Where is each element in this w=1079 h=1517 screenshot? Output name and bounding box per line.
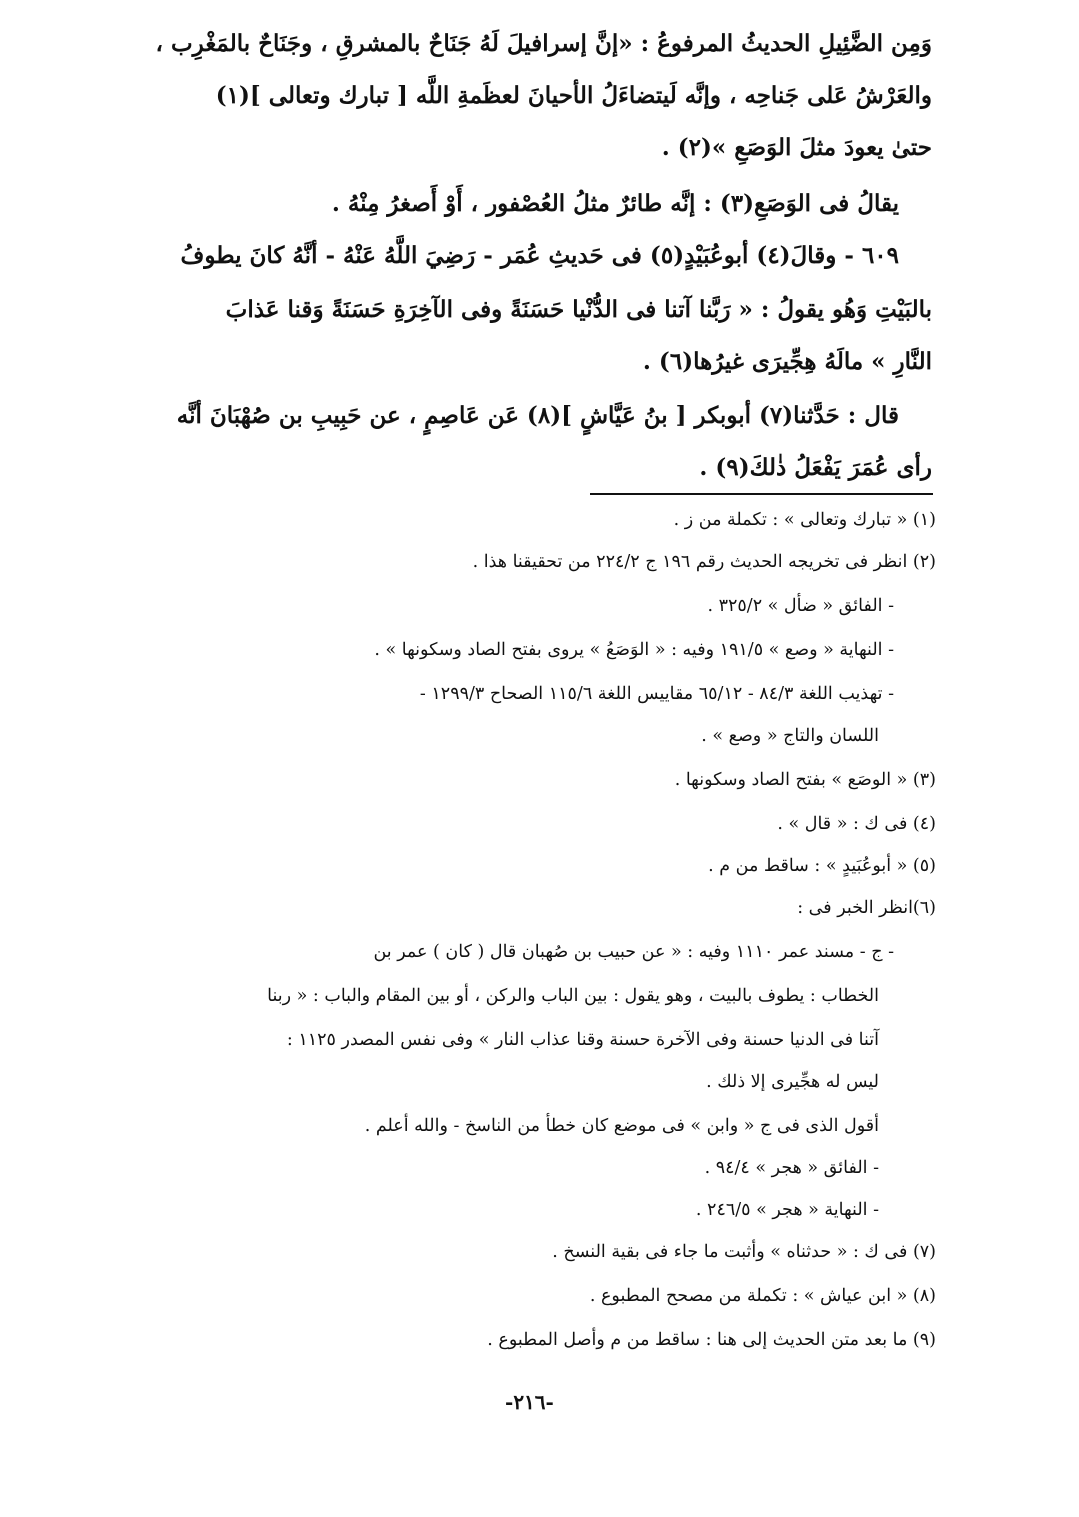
footnote-line: اللسان والتاج « وصع » . — [701, 726, 879, 746]
footnote-line: (٢) انظر فى تخريجه الحديث رقم ١٩٦ ج ٢٢٤/٢ من تحقيقنا هذا . — [472, 552, 936, 572]
main-line-5: ٦٠٩ - وقالَ(٤) أبوعُبَيْدٍ(٥) فى حَديثِ عُمَر - رَضِيَ اللَّهُ عَنْهُ - أنَّهُ كانَ يطوفُ — [180, 242, 899, 269]
footnote-line: آتنا فى الدنيا حسنة وفى الآخرة حسنة وقنا عذاب النار » وفى نفس المصدر ١١٢٥ : — [286, 1030, 879, 1050]
footnote-line: (٣) « الوصَع » بفتح الصاد وسكونها . — [674, 770, 936, 790]
footnote-line: - الفائق « ضأل » ٣٢٥/٢ . — [707, 596, 894, 616]
footnote-line: (٤) فى ك : « قال » . — [777, 814, 936, 834]
footnote-line: - النهاية « وصع » ١٩١/٥ وفيه : « الوَصَعُ » يروى بفتح الصاد وسكونها » . — [374, 640, 894, 660]
footnote-line: - تهذيب اللغة ٨٤/٣ - ٦٥/١٢ مقاييس اللغة ١١٥/٦ الصحاح ١٢٩٩/٣ - — [419, 684, 894, 704]
footnote-line: (٥) « أبوعُبَيدٍ » : ساقط من م . — [708, 856, 936, 876]
main-line-9: رأى عُمَرَ يَفْعَلُ ذٰلكَ(٩) . — [699, 454, 932, 481]
footnote-line: الخطاب : يطوف بالبيت ، وهو يقول : بين الباب والركن ، أو بين المقام والباب : « ربنا — [267, 986, 879, 1006]
main-line-6: بالبَيْتِ وَهُو يقولُ : « رَبَّنا آتنا فى الدُّنْيا حَسَنَةً وفى الآخِرَةِ حَسَنَةً وَقنا عَذابَ — [225, 296, 932, 323]
footnote-line: (١) « تبارك وتعالى » : تكملة من ز . — [673, 510, 936, 530]
footnote-line: أقول الذى فى ج « وابن » فى موضع كان خطأ من الناسخ - والله أعلم . — [364, 1116, 879, 1136]
footnote-line: - الفائق « هجر » ٩٤/٤ . — [704, 1158, 879, 1178]
main-line-1: وَمِن الضَّئِيلِ الحديثُ المرفوعُ : «إنَّ إسرافيلَ لَهُ جَنَاحٌ بالمشرقِ ، وجَنَاحٌ بالمَغْرِب ، — [155, 30, 932, 57]
footnote-line: (٩) ما بعد متن الحديث إلى هنا : ساقط من م وأصل المطبوع . — [487, 1330, 936, 1350]
footnote-line: ليس له هجِّيرى إلا ذلك . — [706, 1072, 879, 1092]
main-line-2: والعَرْشُ عَلى جَناحِه ، وإنَّه لَيتضاءَلُ الأحيانَ لعظَمةِ اللَّه [ تبارك وتعالى ](١) — [215, 82, 932, 109]
main-line-4: يقالُ فى الوَصَعِ(٣) : إنَّه طائرٌ مثلُ العُصْفور ، أَوْ أَصغرُ مِنْهُ . — [331, 190, 899, 217]
page-number: -٢١٦- — [505, 1390, 554, 1414]
footnote-line: (٦)انظر الخبر فى : — [797, 898, 936, 918]
footnote-line: - ج - مسند عمر ١١١٠ وفيه : « عن حبيب بن صُهبان قال ( كان ) عمر بن — [373, 942, 894, 962]
footnote-separator — [590, 493, 933, 495]
main-line-8: قال : حَدَّثنا(٧) أبوبكر [ بنُ عَيَّاشٍ ](٨) عَن عَاصِمٍ ، عن حَبِيبِ بن صُهْبَانَ أنَّه — [176, 402, 899, 429]
footnote-line: (٧) فى ك : « حدثناه » وأثبت ما جاء فى بقية النسخ . — [552, 1242, 936, 1262]
main-line-3: حتىٰ يعودَ مثلَ الوَصَعِ »(٢) . — [661, 134, 932, 161]
main-line-7: النَّارِ » مالَهُ هِجِّيرَى غيرُها(٦) . — [642, 348, 932, 375]
footnote-line: (٨) « ابن عياش » : تكملة من مصحح المطبوع . — [589, 1286, 936, 1306]
footnote-line: - النهاية « هجر » ٢٤٦/٥ . — [695, 1200, 879, 1220]
